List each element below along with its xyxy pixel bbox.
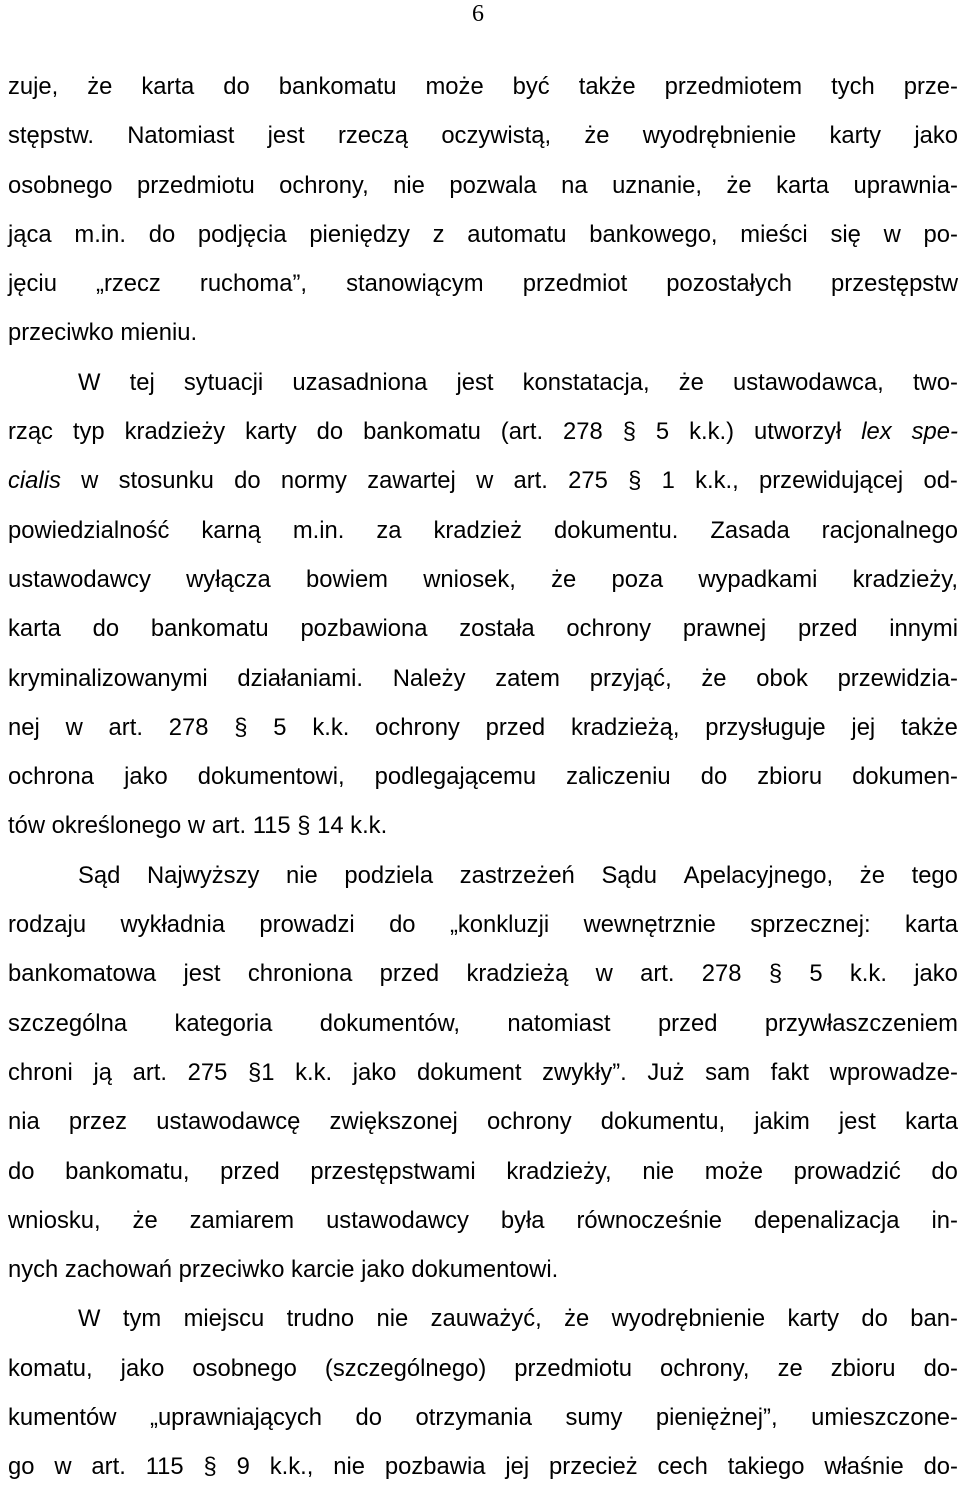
text-line: bankomatowa jest chroniona przed kradzieżą w art. 278 § 5 k.k. jako [8,960,958,988]
text-line: szczególna kategoria dokumentów, natomiast przed przywłaszczeniem [8,1009,958,1037]
text-line: W tym miejscu trudno nie zauważyć, że wyodrębnienie karty do ban- [78,1305,958,1333]
text-line: komatu, jako osobnego (szczególnego) przedmiotu ochrony, ze zbioru do- [8,1354,958,1382]
text-line: do bankomatu, przed przestępstwami kradzieży, nie może prowadzić do [8,1157,958,1185]
text-line: chroni ją art. 275 §1 k.k. jako dokument zwykły”. Już sam fakt wprowadze- [8,1058,958,1086]
text-line: nia przez ustawodawcę zwiększonej ochrony dokumentu, jakim jest karta [8,1108,958,1136]
page-number: 6 [472,1,484,27]
text-line: ochrona jako dokumentowi, podlegającemu zaliczeniu do zbioru dokumen- [8,763,958,791]
paragraph-2 [8,358,958,851]
text-line: wniosku, że zamiarem ustawodawcy była równocześnie depenalizacja in- [8,1206,958,1234]
text-line: rząc typ kradzieży karty do bankomatu (art. 278 § 5 k.k.) utworzył lex spe- [8,418,958,446]
text-line: osobnego przedmiotu ochrony, nie pozwala na uznanie, że karta uprawnia- [8,171,958,199]
text-line: jęciu „rzecz ruchoma”, stanowiącym przedmiot pozostałych przestępstw [8,270,958,298]
text-line: stępstw. Natomiast jest rzeczą oczywistą, że wyodrębnienie karty jako [8,122,958,150]
text-line: karta do bankomatu pozbawiona została ochrony prawnej przed innymi [8,615,958,643]
text-line: nej w art. 278 § 5 k.k. ochrony przed kradzieżą, przysługuje jej także [8,713,958,741]
text-line: ustawodawcy wyłącza bowiem wniosek, że poza wypadkami kradzieży, [8,565,958,593]
text-line: rodzaju wykładnia prowadzi do „konkluzji wewnętrznie sprzecznej: karta [8,911,958,939]
text-line: Sąd Najwyższy nie podziela zastrzeżeń Sądu Apelacyjnego, że tego [78,861,958,889]
text-line: cialis w stosunku do normy zawartej w art. 275 § 1 k.k., przewidującej od- [8,467,958,495]
text-line: W tej sytuacji uzasadniona jest konstatacja, że ustawodawca, two- [78,368,958,396]
text-line: tów określonego w art. 115 § 14 k.k. [8,812,388,840]
text-line: przeciwko mieniu. [8,319,198,347]
text-line: nych zachowań przeciwko karcie jako dokumentowi. [8,1256,559,1284]
text-line: kryminalizowanymi działaniami. Należy zatem przyjąć, że obok przewidzia- [8,664,958,692]
text-line: go w art. 115 § 9 k.k., nie pozbawia jej przecież cech takiego właśnie do- [8,1453,958,1481]
paragraph-3 [8,851,958,1295]
paragraph-4 [8,1294,958,1491]
text-line: jąca m.in. do podjęcia pieniędzy z automatu bankowego, mieści się w po- [8,220,958,248]
text-line: kumentów „uprawniających do otrzymania sumy pieniężnej”, umieszczone- [8,1404,958,1432]
document-body [8,62,958,1492]
text-line: zuje, że karta do bankomatu może być także przedmiotem tych prze- [8,73,958,100]
text-line: powiedzialność karną m.in. za kradzież dokumentu. Zasada racjonalnego [8,516,958,544]
paragraph-1 [8,62,958,358]
